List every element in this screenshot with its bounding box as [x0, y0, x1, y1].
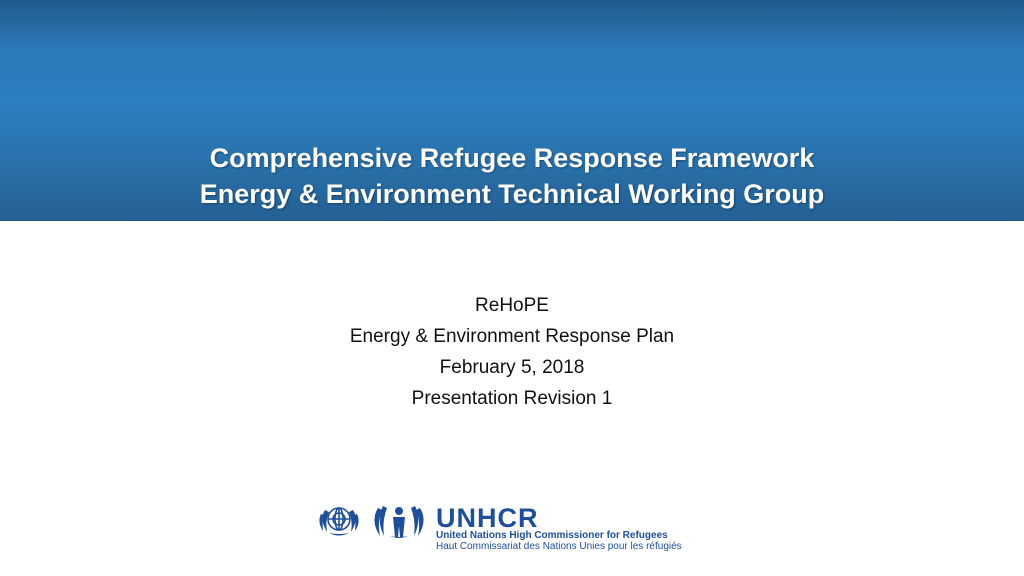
unhcr-logo [308, 500, 728, 556]
subtitle-line-revision: Presentation Revision 1 [411, 388, 613, 409]
slide-title [0, 140, 1024, 212]
subtitle-line-project: ReHoPE [475, 295, 549, 316]
logo-tagline-french: Haut Commissariat des Nations Unies pour les réfugiés [436, 541, 682, 552]
logo-tagline-english: United Nations High Commissioner for Refugees [436, 530, 668, 541]
subtitle-line-date: February 5, 2018 [439, 357, 585, 378]
logo-wordmark: UNHCR [436, 503, 539, 533]
title-line-1: Comprehensive Refugee Response Framework [209, 143, 815, 173]
title-line-2: Energy & Environment Technical Working Group [199, 179, 825, 209]
subtitle-line-plan: Energy & Environment Response Plan [349, 326, 675, 347]
unhcr-emblem-icon [370, 500, 428, 540]
un-emblem-icon [312, 500, 366, 540]
slide-subtitle [0, 290, 1024, 414]
